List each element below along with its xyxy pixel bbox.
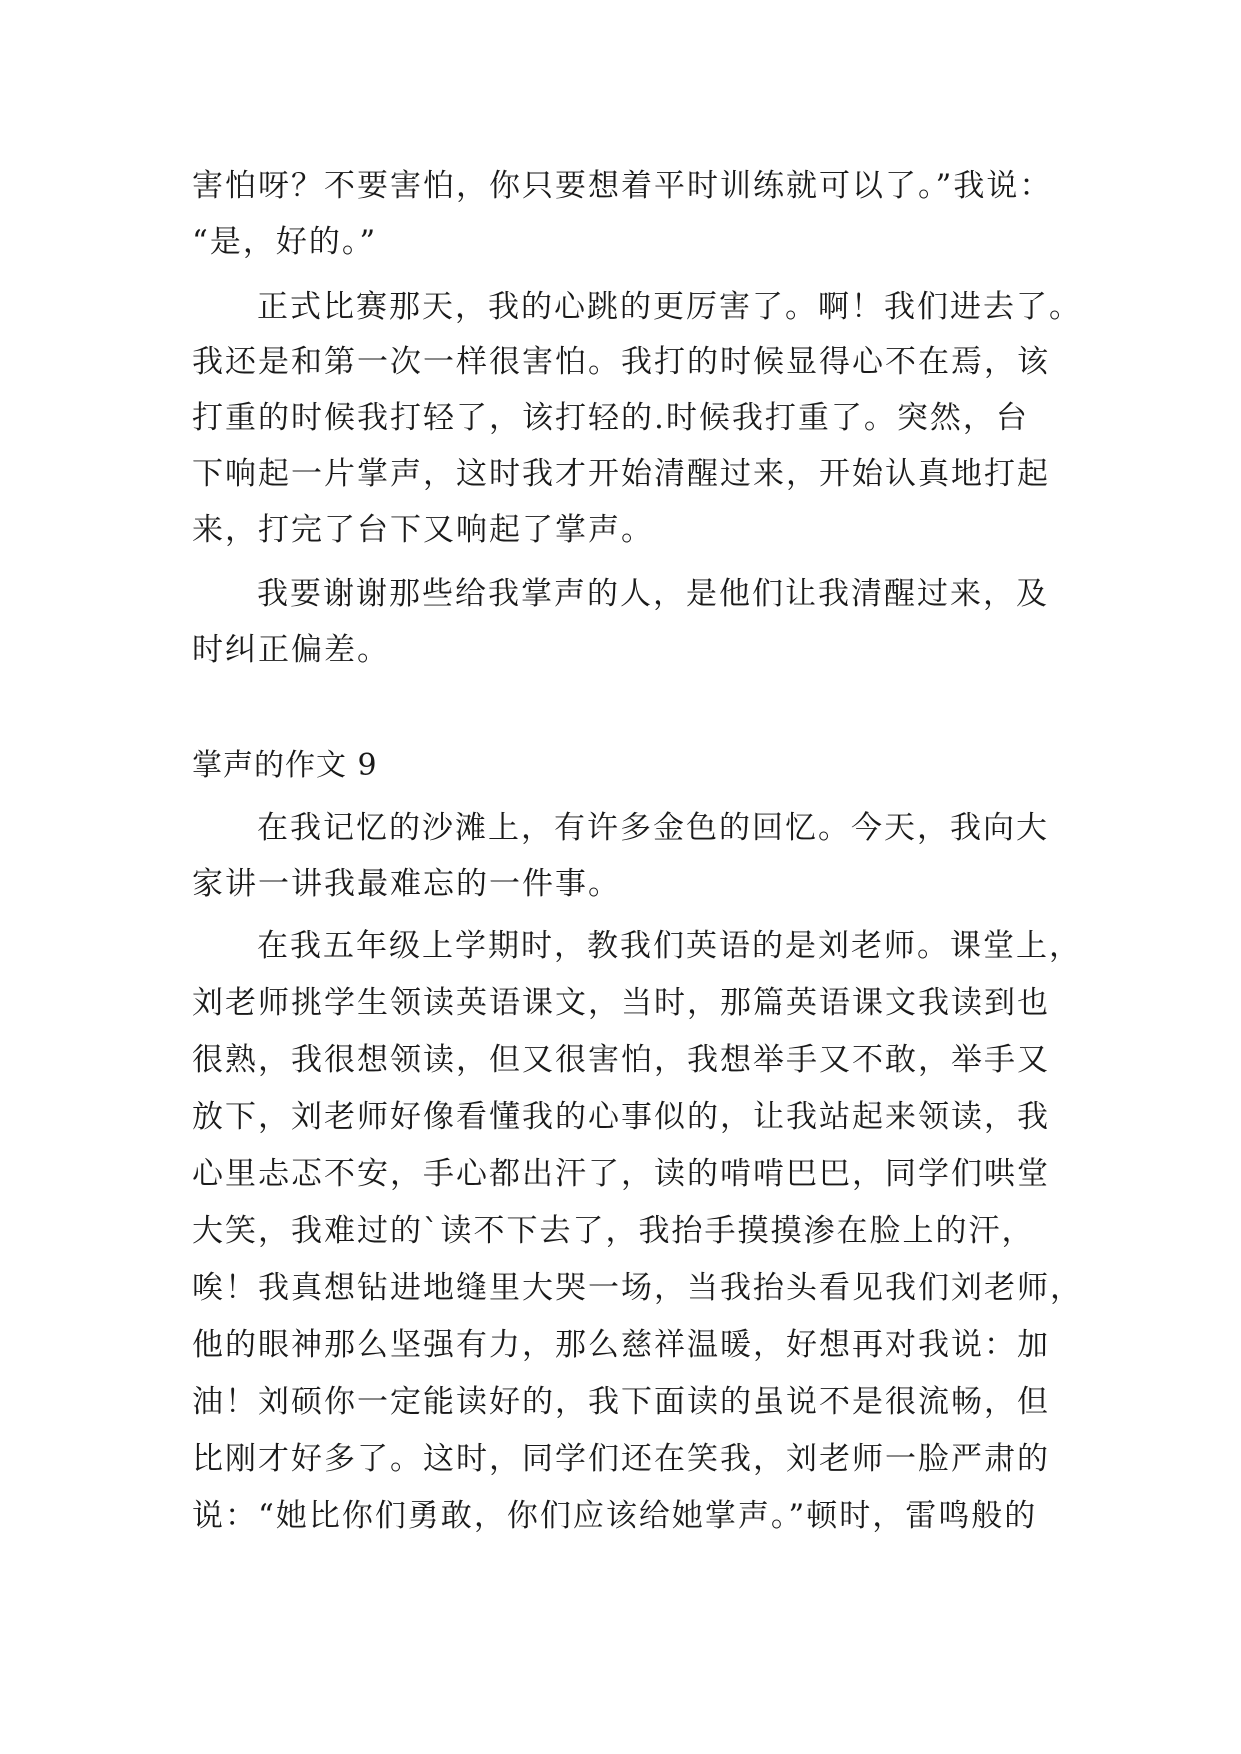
paragraph-line: “是，好的。” xyxy=(192,224,378,260)
paragraph-line: 油！刘硕你一定能读好的，我下面读的虽说不是很流畅，但 xyxy=(192,1384,1050,1420)
paragraph-line: 唉！我真想钻进地缝里大哭一场，当我抬头看见我们刘老师， xyxy=(192,1270,1083,1306)
paragraph-line: 在我记忆的沙滩上，有许多金色的回忆。今天，我向大 xyxy=(257,810,1049,846)
paragraph-line: 比刚才好多了。这时，同学们还在笑我，刘老师一脸严肃的 xyxy=(192,1441,1050,1477)
paragraph-line: 我要谢谢那些给我掌声的人，是他们让我清醒过来，及 xyxy=(257,576,1049,612)
paragraph-line: 我还是和第一次一样很害怕。我打的时候显得心不在焉，该 xyxy=(192,344,1050,380)
paragraph-line: 下响起一片掌声，这时我才开始清醒过来，开始认真地打起 xyxy=(192,456,1050,492)
paragraph-line: 放下，刘老师好像看懂我的心事似的，让我站起来领读，我 xyxy=(192,1099,1050,1135)
paragraph-line: 打重的时候我打轻了，该打轻的.时候我打重了。突然，台 xyxy=(192,400,1029,436)
paragraph-line: 来，打完了台下又响起了掌声。 xyxy=(192,512,654,548)
paragraph-line: 他的眼神那么坚强有力，那么慈祥温暖，好想再对我说：加 xyxy=(192,1327,1050,1363)
section-title: 掌声的作文 9 xyxy=(192,748,378,783)
paragraph-line: 心里忐忑不安，手心都出汗了，读的啃啃巴巴，同学们哄堂 xyxy=(192,1156,1050,1192)
paragraph-line: 时纠正偏差。 xyxy=(192,632,390,668)
paragraph-line: 大笑，我难过的`读不下去了，我抬手摸摸渗在脸上的汗， xyxy=(192,1213,1035,1249)
paragraph-line: 刘老师挑学生领读英语课文，当时，那篇英语课文我读到也 xyxy=(192,985,1050,1021)
paragraph-line: 说：“她比你们勇敢，你们应该给她掌声。”顿时，雷鸣般的 xyxy=(192,1498,1038,1534)
paragraph-line: 害怕呀？不要害怕，你只要想着平时训练就可以了。”我说： xyxy=(192,168,1053,204)
paragraph-line: 很熟，我很想领读，但又很害怕，我想举手又不敢，举手又 xyxy=(192,1042,1050,1078)
paragraph-line: 在我五年级上学期时，教我们英语的是刘老师。课堂上， xyxy=(257,928,1082,964)
paragraph-line: 正式比赛那天，我的心跳的更厉害了。啊！我们进去了。 xyxy=(257,289,1082,325)
paragraph-line: 家讲一讲我最难忘的一件事。 xyxy=(192,866,621,902)
